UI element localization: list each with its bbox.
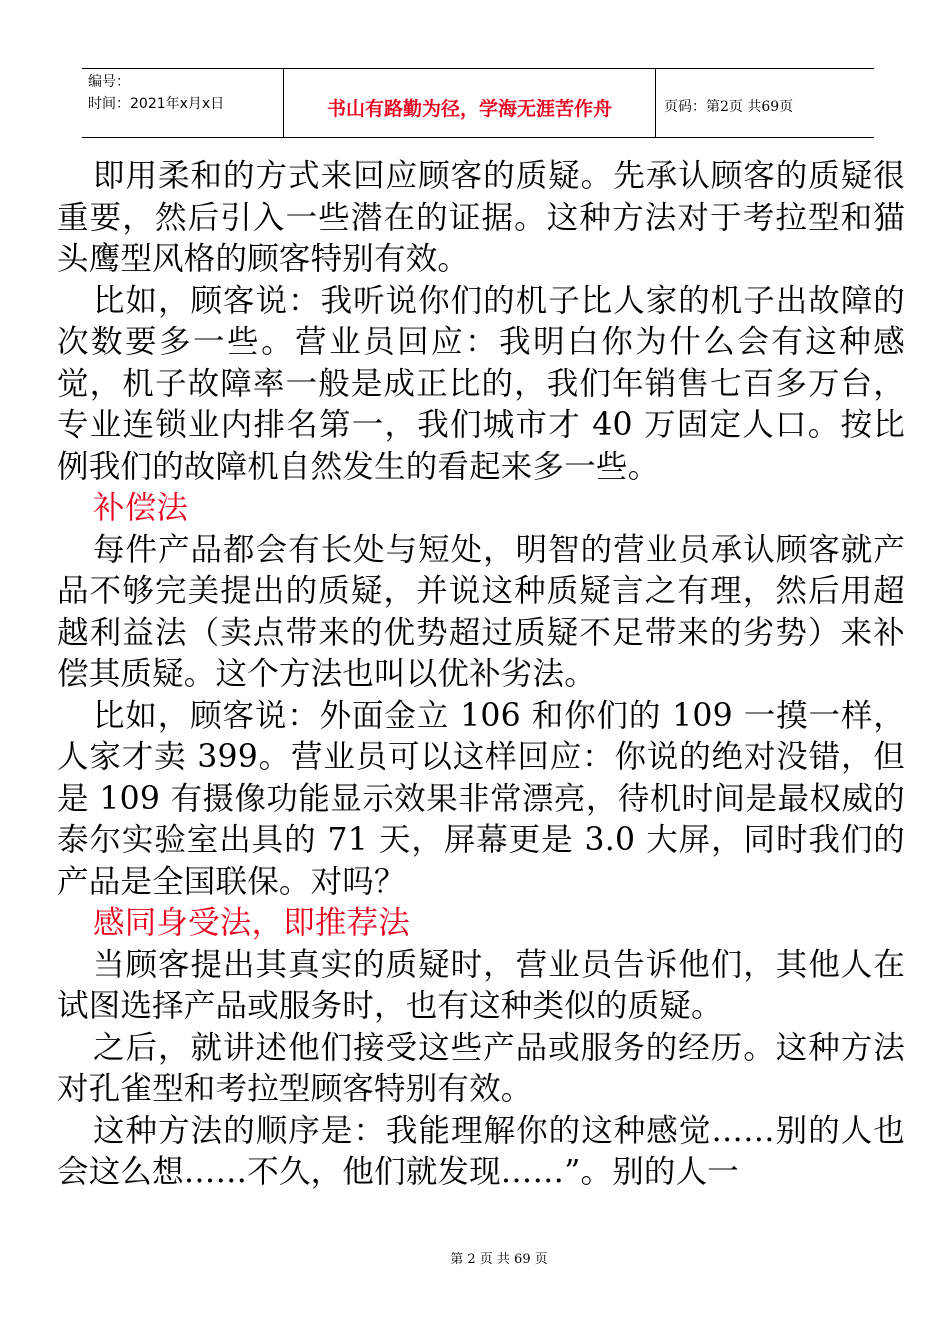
paragraph: 之后，就讲述他们接受这些产品或服务的经历。这种方法对孔雀型和考拉型顾客特别有效。	[57, 1029, 905, 1107]
header-meta	[82, 69, 284, 137]
header-page-info: 页码：第2页 共69页	[664, 99, 794, 115]
paragraph: 比如，顾客说：外面金立 106 和你们的 109 一摸一样，人家才卖 399。营业员可以这样回应：你说的绝对没错，但是 109 有摄像功能显示效果非常漂亮，待机时间是最权威的泰尔实验室出具的 71 天，屏幕更是 3.0 大屏，同时我们的产品是全国联保。对吗？	[57, 697, 905, 900]
section-heading: 补偿法	[93, 490, 189, 526]
paragraph: 这种方法的顺序是：我能理解你的这种感觉……别的人也会这么想……不久，他们就发现……”。别的人一	[57, 1112, 905, 1190]
header-motto: 书山有路勤为径，学海无涯苦作舟	[284, 69, 656, 137]
page-footer: 第 2 页 共 69 页	[450, 1252, 548, 1267]
paragraph: 即用柔和的方式来回应顾客的质疑。先承认顾客的质疑很重要，然后引入一些潜在的证据。这种方法对于考拉型和猫头鹰型风格的顾客特别有效。	[57, 158, 905, 277]
paragraph: 比如，顾客说：我听说你们的机子比人家的机子出故障的次数要多一些。营业员回应：我明白你为什么会有这种感觉，机子故障率一般是成正比的，我们年销售七百多万台，专业连锁业内排名第一，我们城市才 40 万固定人口。按比例我们的故障机自然发生的看起来多一些。	[57, 282, 905, 485]
section-heading: 感同身受法，即推荐法	[93, 905, 411, 941]
document-body	[57, 156, 905, 1194]
number-label: 编号：	[88, 74, 130, 90]
paragraph: 当顾客提出其真实的质疑时，营业员告诉他们，其他人在试图选择产品或服务时，也有这种类似的质疑。	[57, 946, 905, 1024]
time-label: 时间：2021年x月x日	[88, 96, 225, 112]
page-header	[82, 68, 874, 138]
paragraph: 每件产品都会有长处与短处，明智的营业员承认顾客就产品不够完美提出的质疑，并说这种质疑言之有理，然后用超越利益法（卖点带来的优势超过质疑不足带来的劣势）来补偿其质疑。这个方法也叫以优补劣法。	[57, 531, 905, 692]
